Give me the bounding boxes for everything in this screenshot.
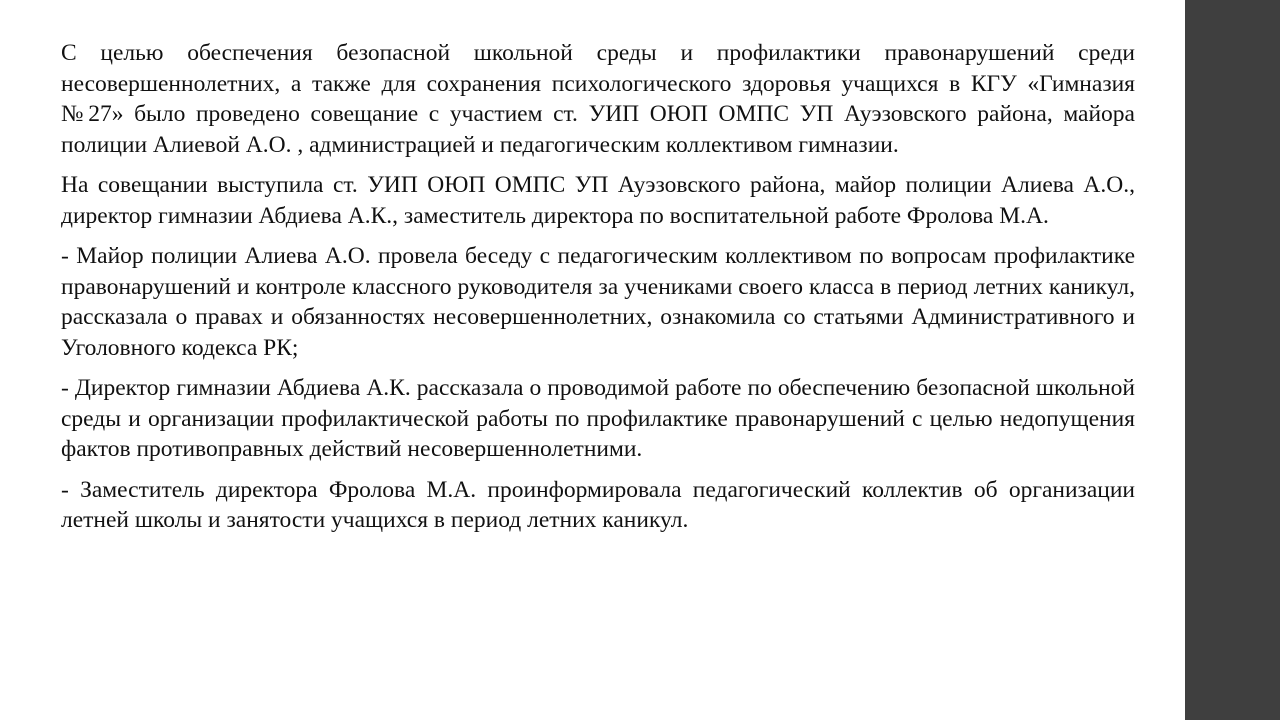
side-bar	[1185, 0, 1280, 720]
paragraph-deputy-talk: - Заместитель директора Фролова М.А. проинформировала педагогический коллектив об организации летней школы и занятости учащихся в период летних каникул.	[61, 476, 1135, 533]
paragraph-intro: С целью обеспечения безопасной школьной среды и профилактики правонарушений среди несовершеннолетних, а также для сохранения психологического здоровья учащихся в КГУ «Гимназия №27» было проведено совещание с участием ст. УИП ОЮП ОМПС УП Ауэзовского района, майора полиции Алиевой А.О. , администрацией и педагогическим коллективом гимназии.	[61, 40, 1135, 158]
paragraph-director-talk: - Директор гимназии Абдиева А.К. рассказала о проводимой работе по обеспечению безопасной школьной среды и организации профилактической работы по профилактике правонарушений с целью недопущения фактов противоправных действий несовершеннолетними.	[61, 375, 1135, 462]
paragraph-speakers: На совещании выступила ст. УИП ОЮП ОМПС УП Ауэзовского района, майор полиции Алиева А.О., директор гимназии Абдиева А.К., заместитель директора по воспитательной работе Фролова М.А.	[61, 172, 1135, 229]
paragraph-police-talk: - Майор полиции Алиева А.О. провела беседу с педагогическим коллективом по вопросам профилактике правонарушений и контроле классного руководителя за учениками своего класса в период летних каникул, рассказала о правах и обязанностях несовершеннолетних, ознакомила со статьями Административного и Уголовного кодекса РК;	[61, 243, 1135, 361]
slide-text-box	[61, 38, 1135, 536]
